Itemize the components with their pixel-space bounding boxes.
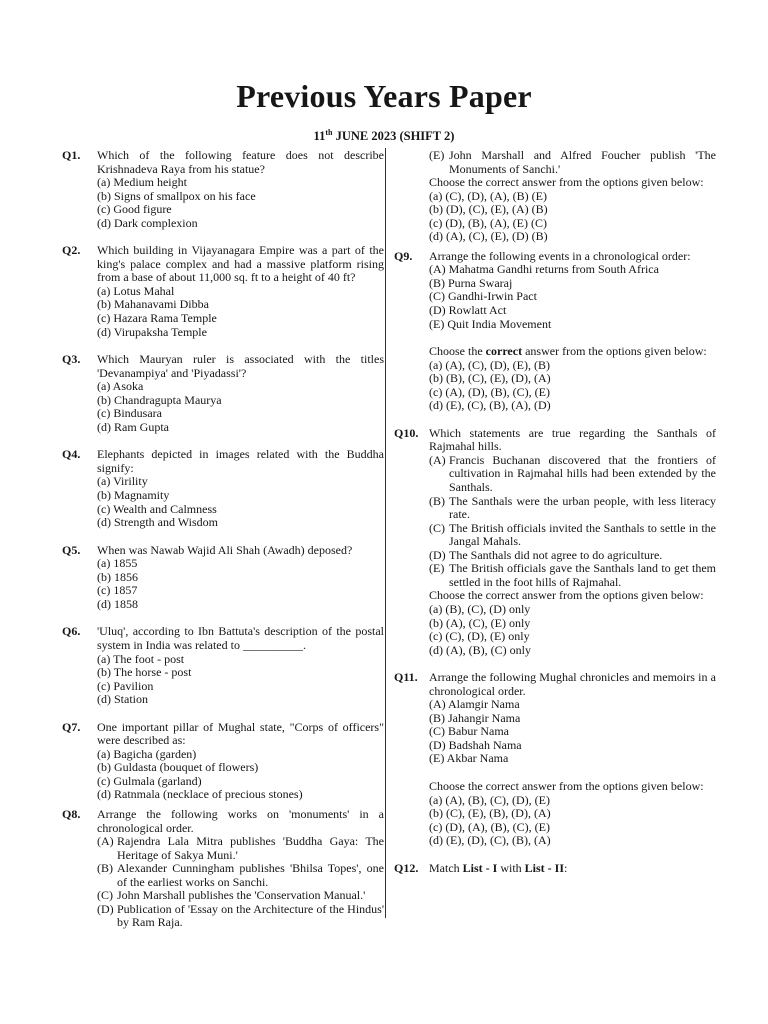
instruction: Choose the correct answer from the options given below:	[429, 175, 704, 190]
option-c: (c) Gulmala (garland)	[97, 773, 202, 788]
question-12	[394, 862, 716, 876]
option-a: (a) (A), (C), (D), (E), (B)	[429, 357, 550, 372]
question-stem: Which Mauryan ruler is associated with the titles 'Devanampiya' and 'Piyadassi'?	[97, 352, 384, 380]
option-c: (c) 1857	[97, 583, 138, 598]
instruction-post: answer from the options given below:	[522, 344, 707, 359]
statement-c	[97, 889, 384, 903]
page-title: Previous Years Paper	[236, 78, 532, 114]
option-c: (c) Wealth and Calmness	[97, 501, 217, 516]
statement-text: Rajendra Lala Mitra publishes 'Buddha Gaya: The Heritage of Sakya Muni.'	[117, 834, 384, 862]
statement-label: (A)	[429, 452, 446, 467]
statement-b: (B) Purna Swaraj	[429, 275, 513, 290]
column-divider	[385, 148, 386, 918]
question-stem	[429, 862, 716, 876]
option-d: (d) (A), (B), (C) only	[429, 642, 531, 657]
option-b: (b) (D), (C), (E), (A) (B)	[429, 202, 548, 217]
statement-d	[429, 549, 716, 563]
option-c: (c) (A), (D), (B), (C), (E)	[429, 384, 550, 399]
statement-d	[97, 903, 384, 930]
option-b: (b) Mahanavami Dibba	[97, 297, 209, 312]
question-number: Q1.	[62, 148, 81, 162]
option-b: (b) 1856	[97, 569, 138, 584]
question-number: Q12.	[394, 860, 419, 875]
option-a: (a) Bagicha (garden)	[97, 746, 197, 761]
question-number: Q6.	[62, 624, 81, 639]
question-stem: Arrange the following works on 'monuments' in a chronological order.	[97, 806, 384, 835]
statement-text: John Marshall publishes the 'Conservation Manual.'	[117, 888, 366, 903]
statement-text: The Santhals did not agree to do agriculture.	[449, 547, 663, 562]
statement-label: (B)	[429, 493, 445, 508]
statement-text: The British officials gave the Santhals land to get them settled in the foot hills of Rajmahal.	[449, 561, 716, 589]
question-9	[394, 250, 716, 413]
option-c: (c) Hazara Rama Temple	[97, 311, 217, 326]
statement-e	[429, 562, 716, 589]
instruction: Choose the correct answer from the options given below:	[429, 588, 704, 603]
left-column	[62, 149, 384, 930]
statement-label: (D)	[429, 547, 446, 562]
question-1	[62, 149, 384, 230]
question-stem: Which statements are true regarding the Santhals of Rajmahal hills.	[429, 425, 716, 454]
question-number: Q7.	[62, 719, 81, 734]
statement-a: (A) Alamgir Nama	[429, 697, 520, 712]
option-c: (c) (C), (D), (E) only	[429, 629, 530, 644]
question-number: Q3.	[62, 352, 81, 367]
statement-text: Alexander Cunningham publishes 'Bhilsa Topes', one of the earliest works on Sanchi.	[117, 861, 384, 889]
option-b: (b) Chandragupta Maurya	[97, 392, 222, 407]
question-number: Q4.	[62, 447, 81, 462]
statement-d: (D) Rowlatt Act	[429, 303, 507, 318]
statement-a	[97, 835, 384, 862]
right-column	[394, 149, 716, 875]
statement-label: (E)	[429, 561, 445, 576]
statement-c: (C) Gandhi-Irwin Pact	[429, 289, 537, 304]
question-8	[62, 808, 384, 930]
question-7	[62, 721, 384, 802]
question-3	[62, 353, 384, 434]
statement-a	[429, 454, 716, 495]
question-stem: Which building in Vijayanagara Empire was a part of the king's palace complex and had a massive platform rising from a base of about 11,000 sq. ft to a height of 40 ft?	[97, 243, 384, 285]
exam-date-shift	[0, 128, 768, 144]
exam-day: 11	[313, 129, 326, 144]
question-stem: Arrange the following Mughal chronicles and memoirs in a chronological order.	[429, 670, 716, 698]
option-a: (a) Lotus Mahal	[97, 283, 175, 298]
question-11	[394, 671, 716, 848]
option-a: (a) 1855	[97, 556, 138, 571]
statement-text: John Marshall and Alfred Foucher publish 'The Monuments of Sanchi.'	[449, 148, 716, 176]
option-a: (a) Medium height	[97, 175, 187, 190]
option-d: (d) (E), (C), (B), (A), (D)	[429, 398, 551, 413]
statement-e	[429, 149, 716, 176]
option-c: (c) Bindusara	[97, 406, 162, 421]
stem-post: :	[564, 860, 568, 875]
question-stem: Elephants depicted in images related with the Buddha signify:	[97, 447, 384, 475]
option-d: (d) (E), (D), (C), (B), (A)	[429, 833, 551, 848]
statement-d: (D) Badshah Nama	[429, 737, 522, 752]
question-stem: When was Nawab Wajid Ali Shah (Awadh) deposed?	[97, 542, 353, 557]
question-8-continued	[394, 149, 716, 244]
list-2-label: List - II	[524, 860, 565, 875]
option-a: (a) (C), (D), (A), (B) (E)	[429, 188, 547, 203]
option-b: (b) (B), (C), (E), (D), (A)	[429, 371, 551, 386]
statement-text: The Santhals were the urban people, with less literacy rate.	[449, 493, 716, 522]
statement-b	[429, 495, 716, 522]
option-c: (c) Good figure	[97, 202, 172, 217]
statement-e: (E) Akbar Nama	[429, 751, 509, 766]
option-a: (a) Virility	[97, 474, 148, 489]
option-c: (c) (D), (B), (A), (E) (C)	[429, 215, 547, 230]
statement-c	[429, 522, 716, 549]
option-d: (d) 1858	[97, 596, 138, 611]
option-b: (b) Signs of smallpox on his face	[97, 188, 256, 203]
statement-label: (C)	[429, 520, 445, 535]
question-number: Q2.	[62, 243, 81, 258]
statement-c: (C) Babur Nama	[429, 724, 509, 739]
option-c: (c) Pavilion	[97, 678, 154, 693]
option-b: (b) (C), (E), (B), (D), (A)	[429, 806, 551, 821]
question-number: Q8.	[62, 806, 81, 821]
statement-a: (A) Mahatma Gandhi returns from South Africa	[429, 262, 659, 277]
option-a: (a) Asoka	[97, 379, 144, 394]
option-c: (c) (D), (A), (B), (C), (E)	[429, 819, 550, 834]
option-b: (b) (A), (C), (E) only	[429, 615, 531, 630]
question-number: Q11.	[394, 670, 418, 685]
question-5	[62, 544, 384, 612]
question-number: Q10.	[394, 425, 419, 440]
question-stem: Arrange the following events in a chronological order:	[429, 248, 691, 263]
instruction	[429, 345, 716, 359]
option-b: (b) The horse - post	[97, 665, 192, 680]
stem-mid: with	[497, 860, 525, 875]
option-a: (a) (B), (C), (D) only	[429, 601, 531, 616]
option-d: (d) Ram Gupta	[97, 419, 169, 434]
exam-month-shift: JUNE 2023 (SHIFT 2)	[332, 129, 455, 144]
option-d: (d) Station	[97, 692, 148, 707]
question-stem: One important pillar of Mughal state, "Corps of officers" were described as:	[97, 719, 384, 748]
statement-e: (E) Quit India Movement	[429, 316, 552, 331]
statement-b: (B) Jahangir Nama	[429, 710, 521, 725]
option-d: (d) Ratnmala (necklace of precious stones)	[97, 787, 303, 802]
question-stem: Which of the following feature does not describe Krishnadeva Raya from his statue?	[97, 148, 384, 176]
question-number: Q5.	[62, 542, 81, 557]
instruction-bold: correct	[485, 344, 523, 359]
option-a: (a) The foot - post	[97, 651, 185, 666]
instruction: Choose the correct answer from the options given below:	[429, 778, 704, 793]
statement-label: (E)	[429, 148, 445, 162]
statement-b	[97, 862, 384, 889]
statement-text: The British officials invited the Santhals to settle in the Jangal Mahals.	[449, 520, 716, 549]
statement-label: (B)	[97, 861, 113, 876]
instruction-pre: Choose the	[429, 344, 486, 359]
statement-label: (C)	[97, 888, 113, 903]
question-stem: 'Uluq', according to Ibn Battuta's description of the postal system in India was related to __________.	[97, 624, 384, 652]
statement-text: Publication of 'Essay on the Architecture of the Hindus' by Ram Raja.	[117, 901, 384, 930]
question-2	[62, 244, 384, 339]
statement-label: (D)	[97, 901, 114, 916]
option-b: (b) Magnamity	[97, 488, 170, 503]
stem-pre: Match	[429, 860, 463, 875]
question-6	[62, 625, 384, 706]
statement-label: (A)	[97, 834, 114, 849]
option-d: (d) Strength and Wisdom	[97, 515, 218, 530]
option-d: (d) Virupaksha Temple	[97, 324, 207, 339]
question-number: Q9.	[394, 248, 413, 263]
statement-text: Francis Buchanan discovered that the frontiers of cultivation in Rajmahal hills had been extended by the Santhals.	[449, 452, 716, 495]
question-10	[394, 427, 716, 657]
option-d: (d) (A), (C), (E), (D) (B)	[429, 229, 548, 244]
list-1-label: List - I	[462, 860, 498, 875]
option-d: (d) Dark complexion	[97, 215, 198, 230]
option-b: (b) Guldasta (bouquet of flowers)	[97, 760, 259, 775]
question-4	[62, 448, 384, 529]
exam-day-suffix: th	[325, 128, 333, 137]
option-a: (a) (A), (B), (C), (D), (E)	[429, 792, 550, 807]
